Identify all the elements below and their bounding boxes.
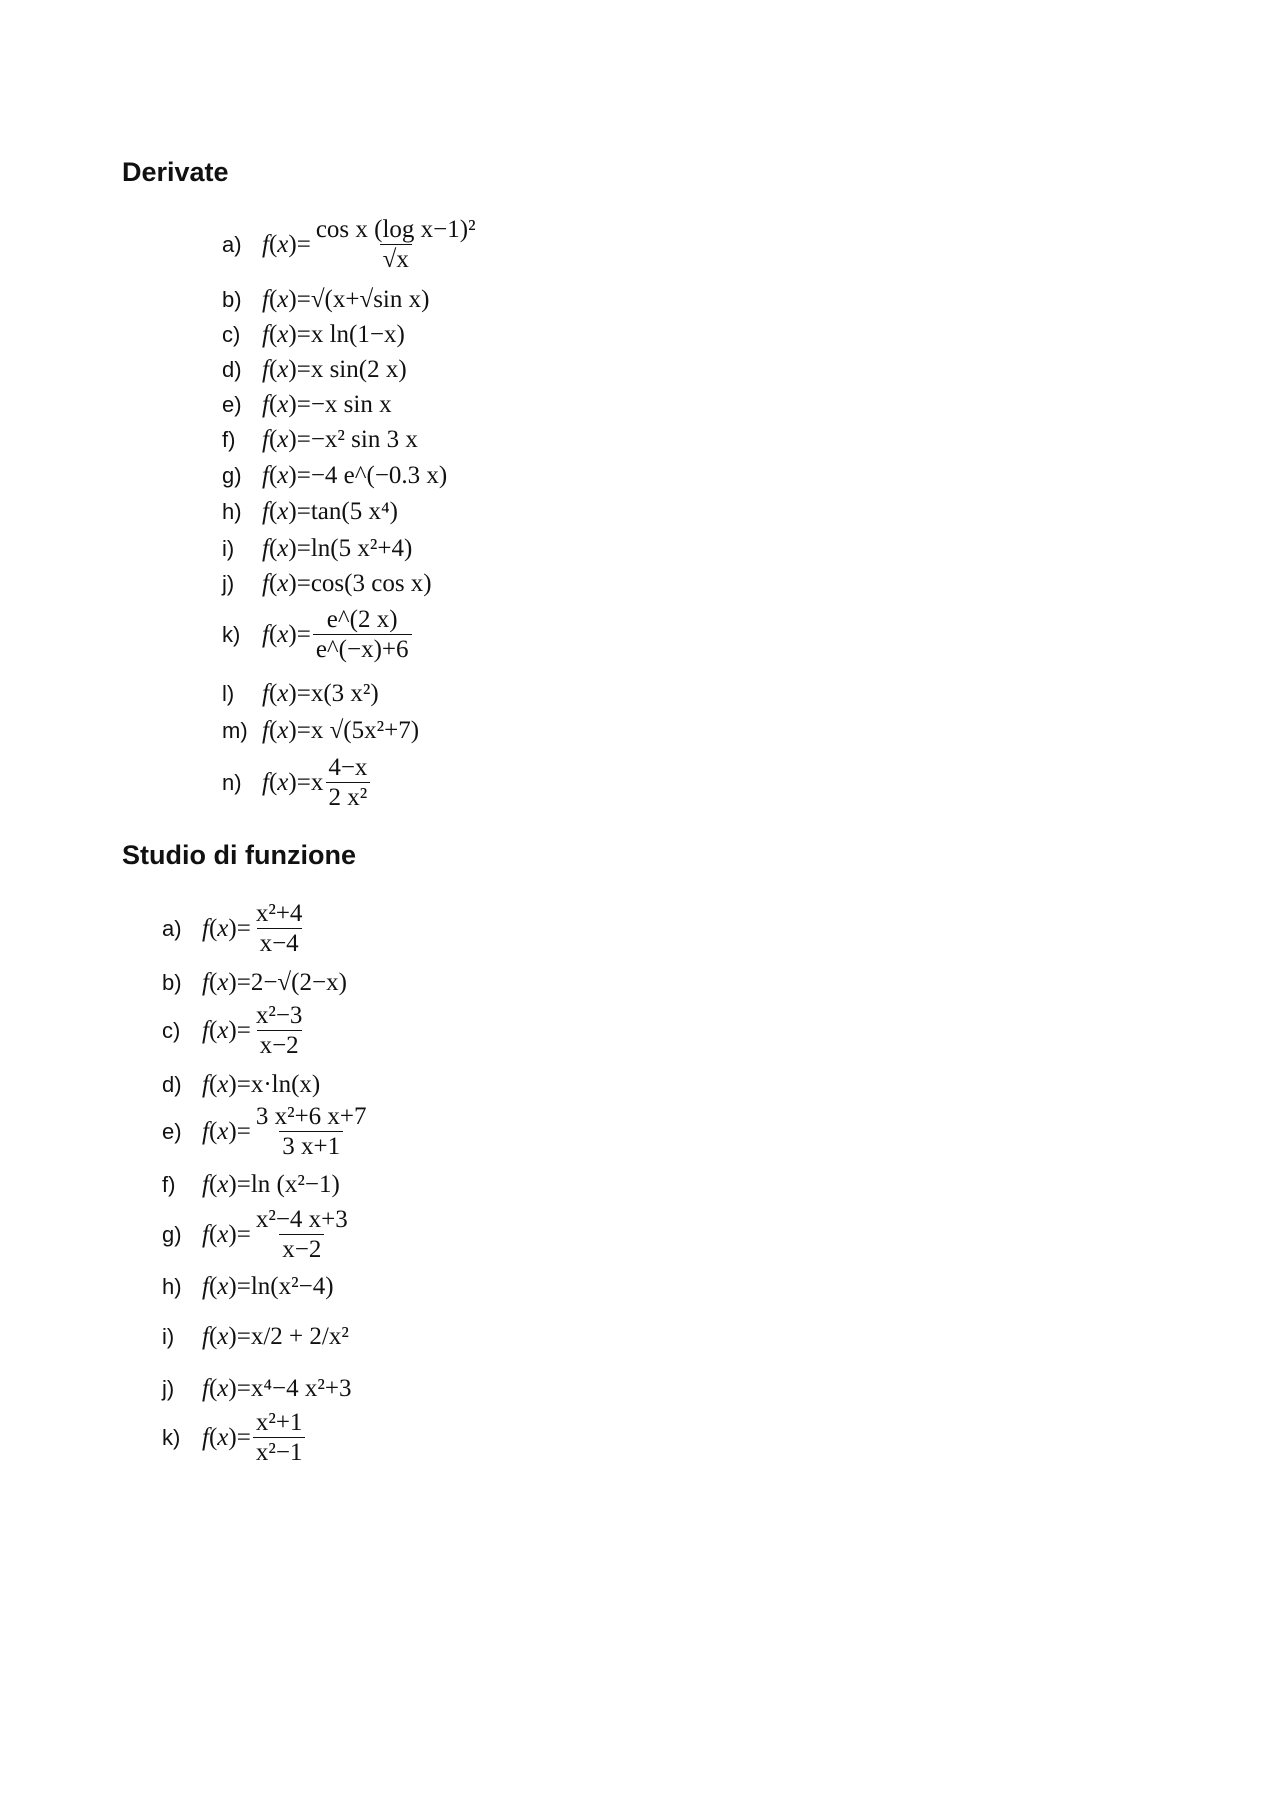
formula: f ( x )= −x² sin 3 x	[262, 426, 418, 453]
formula: f ( x )= tan(5 x⁴)	[262, 498, 398, 525]
formula: f ( x )= $\frac{\text{x²+1}}{\text{x²−1}}$	[202, 1410, 307, 1467]
formula: f ( x )= ln (x²−1)	[202, 1171, 340, 1198]
item-label: g)	[162, 1222, 182, 1247]
item-label: c)	[222, 322, 241, 347]
expression: x·ln(x)	[250, 1071, 321, 1098]
list-item	[222, 748, 372, 818]
item-label: e)	[162, 1119, 182, 1144]
item-label: k)	[222, 622, 241, 647]
expression: 2−√(2−x)	[250, 969, 347, 996]
formula: f ( x )= ln(5 x²+4)	[262, 535, 413, 562]
item-label: m)	[222, 718, 248, 743]
formula: f ( x )= x/2 + 2/x²	[202, 1323, 349, 1350]
denominator: x²−1	[253, 1437, 306, 1466]
expression: ln(5 x²+4)	[310, 535, 413, 562]
denominator: x−2	[257, 1030, 302, 1059]
formula: f ( x )= x sin(2 x)	[262, 356, 407, 383]
item-label: b)	[162, 970, 182, 995]
item-label: f)	[222, 427, 236, 452]
numerator: e^(2 x)	[326, 605, 398, 633]
numerator: x²−4 x+3	[255, 1205, 348, 1233]
expression: x ln(1−x)	[310, 321, 405, 348]
item-label: h)	[222, 499, 242, 524]
formula: f ( x )= −4 e^(−0.3 x)	[262, 462, 448, 489]
item-label: i)	[222, 536, 235, 561]
item-label: b)	[222, 287, 242, 312]
item-label: h)	[162, 1274, 182, 1299]
formula: f ( x )= $\frac{\text{3 x²+6 x+7}}{3 x+1}$	[202, 1104, 372, 1161]
expression: x sin(2 x)	[310, 356, 407, 383]
formula: f ( x )= x·ln(x)	[202, 1071, 321, 1098]
expression: √(x+√sin x)	[310, 286, 430, 313]
formula: f ( x )= x $\frac{4-x}{\text{2 x²}}$	[262, 755, 372, 812]
item-label: a)	[222, 232, 242, 257]
numerator: 4−x	[328, 753, 368, 781]
expression: x⁴−4 x²+3	[250, 1375, 352, 1402]
formula: f ( x )= x √(5x²+7)	[262, 717, 420, 744]
item-label: d)	[162, 1072, 182, 1097]
formula: f ( x )= −x sin x	[262, 391, 392, 418]
item-label: d)	[222, 357, 242, 382]
expression: −x sin x	[310, 391, 392, 418]
expression: −x² sin 3 x	[310, 426, 418, 453]
formula: f ( x )= $\frac{\text{x²−3}}{x-2}$	[202, 1003, 307, 1060]
denominator: 2 x²	[326, 782, 371, 811]
item-label: e)	[222, 392, 242, 417]
expression: x/2 + 2/x²	[250, 1323, 349, 1350]
numerator: cos x (log x−1)²	[315, 215, 476, 243]
denominator: 3 x+1	[279, 1131, 343, 1160]
formula: f ( x )= $\frac{e\^{}(2 x)}{e\^{}(-x)+6}$	[262, 607, 414, 664]
item-label: f)	[162, 1172, 176, 1197]
formula: f ( x )= $\frac{\text{x²−4 x+3}}{x-2}$	[202, 1207, 353, 1264]
item-label: g)	[222, 463, 242, 488]
item-label: a)	[162, 916, 182, 941]
list-item	[162, 1403, 307, 1473]
fraction	[325, 755, 370, 812]
item-label: k)	[162, 1425, 181, 1450]
item-label: c)	[162, 1018, 181, 1043]
formula: f ( x )= √(x+√sin x)	[262, 286, 430, 313]
denominator: e^(−x)+6	[313, 634, 412, 663]
formula: f ( x )= $\frac{\text{x²+4}}{x-4}$	[202, 901, 307, 958]
numerator: 3 x²+6 x+7	[255, 1102, 367, 1130]
fraction	[253, 1410, 306, 1467]
formula: f ( x )= ln(x²−4)	[202, 1273, 334, 1300]
expression: ln(x²−4)	[250, 1273, 334, 1300]
numerator: x²+1	[255, 1408, 303, 1436]
item-label: j)	[222, 571, 235, 596]
section-title-studio-di-funzione: Studio di funzione	[122, 840, 356, 870]
expression: cos(3 cos x)	[310, 570, 432, 597]
denominator: x−4	[257, 928, 302, 957]
formula: f ( x )= x(3 x²)	[262, 680, 379, 707]
item-label: l)	[222, 681, 235, 706]
formula: f ( x )= x ln(1−x)	[262, 321, 405, 348]
formula: f ( x )= $\frac{\text{cos x (log x−1)²}}{√x}$	[262, 217, 481, 274]
item-label: n)	[222, 770, 242, 795]
expression: x √(5x²+7)	[310, 717, 420, 744]
item-label: j)	[162, 1376, 175, 1401]
denominator: x−2	[279, 1234, 324, 1263]
expression: −4 e^(−0.3 x)	[310, 462, 448, 489]
numerator: x²−3	[255, 1001, 303, 1029]
numerator: x²+4	[255, 899, 303, 927]
expression: ln (x²−1)	[250, 1171, 340, 1198]
formula: f ( x )= x⁴−4 x²+3	[202, 1375, 352, 1402]
fraction	[313, 607, 412, 664]
formula: f ( x )= 2−√(2−x)	[202, 969, 347, 996]
denominator: √x	[380, 244, 412, 273]
expression: tan(5 x⁴)	[310, 498, 398, 525]
item-label: i)	[162, 1324, 175, 1349]
prefix: x	[310, 769, 324, 796]
formula: f ( x )= cos(3 cos x)	[262, 570, 432, 597]
expression: x(3 x²)	[310, 680, 379, 707]
section-title-derivate: Derivate	[122, 157, 229, 187]
